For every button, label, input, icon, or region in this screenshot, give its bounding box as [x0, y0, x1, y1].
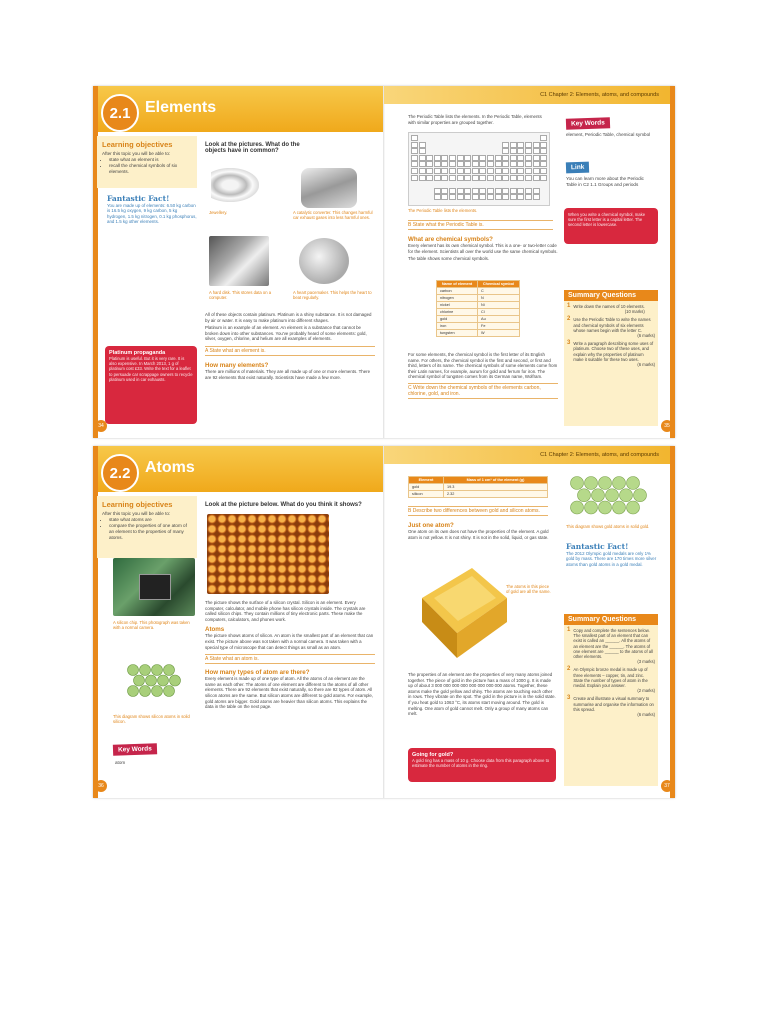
- body-text: All of these objects contain platinum. Platinum is a shiny substance. It is not damaged by air or water. It is easy to make platinum into different shapes.: [205, 312, 372, 323]
- question-marks: (2 marks): [637, 688, 655, 694]
- link-text: You can learn more about the Periodic Table in C2 1.1 Groups and periods: [566, 176, 644, 187]
- table-row: [409, 491, 548, 498]
- symbols-text-2: For some elements, the chemical symbol is the first letter of its English name. For others, the chemical symbol is the first and second, or first and third, letters of its name. The chemical symbols of some elements come from their Latin names, for example, aurum for gold and ferrum for iron. The chemical symbol of tungsten comes from its German name, Wolfram.: [408, 352, 558, 380]
- atom: [152, 665, 163, 676]
- atom: [585, 501, 598, 514]
- summary-title: Summary Questions: [564, 614, 658, 625]
- task-c: C Write down the chemical symbols of the elements carbon, chlorine, gold, and iron.: [408, 383, 558, 399]
- page-right: [384, 446, 675, 798]
- lo-intro: After this topic you will be able to:: [102, 151, 171, 156]
- symbols-table-intro: The table shows some chemical symbols.: [408, 256, 490, 262]
- just-one-text: One atom on its own does not have the properties of the element. A gold atom is not yellow. It is not shiny. It is not in the solid, liquid, or gas state.: [408, 529, 549, 540]
- silicon-atoms-diagram: [127, 664, 181, 710]
- chip-caption: A silicon chip. This photograph was taken with a normal camera.: [113, 620, 190, 631]
- fantastic-fact: [107, 194, 197, 225]
- summary-questions: [564, 614, 658, 786]
- learning-objectives: [97, 136, 197, 188]
- section-number: 2.2: [101, 454, 139, 492]
- symbols-text: Every element has its own chemical symbol. This is a one- or two-letter code for the element. Scientists all over the world use the same chemical symbols.: [408, 243, 558, 254]
- question-marks: (10 marks): [624, 309, 645, 315]
- atom: [578, 489, 591, 502]
- atom: [613, 501, 626, 514]
- summary-questions: [564, 290, 658, 426]
- pacemaker-image: [299, 238, 349, 284]
- atoms-heading: Atoms: [205, 626, 225, 634]
- gold-caption: The atoms in this piece of gold are all the same.: [506, 584, 551, 595]
- page-number: 37: [661, 780, 673, 792]
- page-left: [93, 86, 384, 438]
- page-number: 35: [661, 420, 673, 432]
- question-intro: Look at the picture below. What do you think it shows?: [205, 502, 362, 508]
- gold-atoms-diagram: [570, 476, 650, 520]
- question-marks: (6 marks): [637, 333, 655, 339]
- periodic-caption: The Periodic Table lists the elements.: [408, 208, 478, 213]
- gold-box: [408, 748, 556, 782]
- page-number: 36: [95, 780, 107, 792]
- atom: [634, 489, 647, 502]
- page-number: 34: [95, 420, 107, 432]
- how-many-heading: How many elements?: [205, 361, 269, 369]
- summary-item: [567, 304, 655, 314]
- atom: [140, 686, 151, 697]
- atom: [585, 477, 598, 490]
- page-right: [384, 86, 675, 438]
- chapter-header: C1 Chapter 2: Elements, atoms, and compounds: [540, 452, 659, 458]
- table-header: Chemical symbol: [478, 281, 520, 288]
- atom: [592, 489, 605, 502]
- question-text: Write a paragraph describing some uses of platinum. Choose two of these uses, and explain why the properties of platinum make it suitable for these two uses.: [573, 341, 654, 362]
- gold-box-title: Going for gold?: [412, 752, 454, 758]
- table-row: [437, 295, 520, 302]
- cell: iron: [437, 323, 478, 330]
- question-marks: (3 marks): [637, 659, 655, 665]
- cell: C: [478, 288, 520, 295]
- page-title: Atoms: [145, 459, 195, 476]
- atom: [571, 477, 584, 490]
- rings-image: [211, 168, 259, 202]
- cell: 2.32: [443, 491, 547, 498]
- table-row: [437, 323, 520, 330]
- atom: [140, 665, 151, 676]
- question-intro: Look at the pictures. What do the objects have in common?: [205, 142, 300, 154]
- silicon-chip-image: [113, 558, 195, 616]
- fact-title: Fantastic Fact!: [566, 542, 629, 551]
- table-header: Name of element: [437, 281, 478, 288]
- task-b: B Describe two differences between gold and silicon atoms.: [408, 506, 548, 516]
- tip-box: [564, 208, 658, 244]
- task-a: A State what an element is.: [205, 346, 375, 356]
- types-text: Every element is made up of one type of atom. All the atoms of an element are the same as each other. The atoms of one element are different to the atoms of all other elements. There are 92 elements that exist naturally, so there are 92 types of atom. All silicon atoms are the same. But silicon atoms are different to gold atoms. For example, gold atoms are bigger. Gold atoms are heavier than silicon atoms. This explains the data in the table on the next page.: [205, 676, 374, 710]
- sidebar-stripe: [670, 86, 675, 438]
- fantastic-fact: [566, 542, 658, 567]
- atom: [627, 501, 640, 514]
- silicon-surface-image: [207, 514, 329, 594]
- cell: N: [478, 295, 520, 302]
- atom: [128, 665, 139, 676]
- symbols-table: [436, 280, 520, 337]
- cell: chlorine: [437, 309, 478, 316]
- hard-disk-image: [209, 236, 269, 286]
- key-words-tag: Key Words: [113, 743, 157, 756]
- periodic-table-image: [408, 132, 550, 206]
- cell: Cl: [478, 309, 520, 316]
- atom: [599, 477, 612, 490]
- platinum-text: Platinum is useful. But it is very rare. It is also expensive. In March 2013, 1 g of platinum cost £33. Write the text for a leaflet to persuade car scrappage owners to recycle platinum used in car exhausts.: [109, 356, 193, 382]
- atom: [146, 675, 157, 686]
- tip-text: When you write a chemical symbol, make sure the first letter is a capital letter. The second letter is lowercase.: [568, 212, 646, 228]
- question-text: An Olympic bronze medal is made up of three elements – copper, tin, and zinc. State the number of types of atom in the medal. Explain your answer.: [573, 667, 648, 689]
- question-number: 1: [567, 627, 571, 633]
- fact-text: The 2012 Olympic gold medals are only 1% gold by mass. There are 170 times more silver atoms than gold atoms in a gold medal.: [566, 551, 657, 567]
- atom: [627, 477, 640, 490]
- cell: gold: [409, 484, 444, 491]
- atom: [599, 501, 612, 514]
- lo-intro: After this topic you will be able to:: [102, 511, 171, 516]
- task-a: A State what an atom is.: [205, 654, 375, 664]
- question-number: 2: [567, 666, 571, 673]
- atom: [620, 489, 633, 502]
- link-tag: Link: [566, 162, 590, 174]
- platinum-box: [105, 346, 197, 424]
- summary-item: [567, 317, 655, 338]
- atom: [128, 686, 139, 697]
- cell: nitrogen: [437, 295, 478, 302]
- summary-item: [567, 628, 655, 664]
- fact-text: You are made up of elements: 6.50 kg carbon is 16.5 kg oxygen, 9 kg carbon, 5 kg hydrogen, 1.5 kg nitrogen, 0.1 kg phosphorus, and 1.5 kg other elements.: [107, 203, 197, 225]
- cell: carbon: [437, 288, 478, 295]
- types-heading: How many types of atom are there?: [205, 669, 310, 677]
- lo-item: • compare the properties of one atom of an element to the properties of many atoms.: [109, 523, 192, 541]
- question-number: 3: [567, 340, 571, 347]
- chapter-header: C1 Chapter 2: Elements, atoms, and compounds: [540, 92, 659, 98]
- question-marks: (6 marks): [637, 362, 655, 368]
- key-words-tag: Key Words: [566, 117, 610, 130]
- gold-atoms-caption: This diagram shows gold atoms in solid gold.: [566, 524, 650, 529]
- cell: Ni: [478, 302, 520, 309]
- atoms-caption: This diagram shows silicon atoms in solid silicon.: [113, 714, 190, 725]
- cell: Au: [478, 316, 520, 323]
- summary-title: Summary Questions: [564, 290, 658, 301]
- table-header: Mass of 1 cm³ of the element (g): [443, 477, 547, 484]
- mass-table: [408, 476, 548, 498]
- sidebar-stripe: [670, 446, 675, 798]
- summary-item: [567, 341, 655, 367]
- question-number: 2: [567, 316, 571, 323]
- fact-title: Fantastic Fact!: [107, 194, 170, 203]
- cell: tungsten: [437, 330, 478, 337]
- table-row: [437, 309, 520, 316]
- catalytic-converter-image: [301, 168, 357, 208]
- body-text: Platinum is an example of an element. An element is a substance that cannot be broken down into other substances. You've probably heard of some elements: gold, silver, oxygen, chlorine, and helium are all examples of elements.: [205, 325, 367, 342]
- atom: [571, 501, 584, 514]
- spread-elements: [93, 86, 675, 438]
- platinum-title: Platinum propaganda: [109, 350, 166, 356]
- atom: [164, 665, 175, 676]
- caption-jewellery: Jewellery.: [209, 210, 228, 215]
- gold-bar-image: [412, 558, 512, 666]
- atom: [170, 675, 181, 686]
- atom: [134, 675, 145, 686]
- caption-pacemaker: A heart pacemaker. This helps the heart to beat regularly.: [293, 290, 372, 301]
- lo-title: Learning objectives: [102, 500, 173, 509]
- question-text: Use the Periodic Table to write the names and chemical symbols of six elements whose names begin with the letter C.: [573, 317, 651, 333]
- table-header: Element: [409, 477, 444, 484]
- question-text: Create and illustrate a visual summary to summarise and organise the information on this spread.: [573, 696, 654, 712]
- atom: [158, 675, 169, 686]
- page-left: [93, 446, 384, 798]
- table-row: [437, 316, 520, 323]
- cell: gold: [437, 316, 478, 323]
- summary-item: [567, 696, 655, 717]
- table-row: [437, 330, 520, 337]
- properties-text: The properties of an element are the properties of very many atoms joined together. The piece of gold in the picture has a mass of 1000 g. It is made up of about 3 000 000 000 000 000 000 000 000 atoms. Together, these atoms make the gold yellow and shiny. The atoms are touching each other in rows. They vibrate on the spot. The gold in the picture is in the solid state. If you heat gold to 1063 °C, its atoms start moving around. The gold is melting. One atom of gold cannot melt. Only a group of many atoms can melt.: [408, 672, 556, 717]
- cell: 19.3: [443, 484, 547, 491]
- page-title: Elements: [145, 99, 217, 116]
- periodic-intro: The Periodic Table lists the elements. In the Periodic Table, elements with similar properties are grouped together.: [408, 114, 542, 125]
- table-row: [437, 288, 520, 295]
- just-one-heading: Just one atom?: [408, 522, 454, 529]
- summary-item: [567, 667, 655, 693]
- cell: W: [478, 330, 520, 337]
- gold-box-text: A gold ring has a mass of 10 g. Choose data from this paragraph above to estimate the number of atoms in the ring.: [412, 758, 550, 769]
- lo-item: • state what an element is: [109, 157, 192, 163]
- caption-converter: A catalytic converter. This changes harmful car exhaust gases into less harmful ones.: [293, 210, 373, 221]
- cell: nickel: [437, 302, 478, 309]
- how-many-text: There are millions of materials. They are all made up of one or more elements. There are 92 elements that exist naturally. Scientists have made a few more.: [205, 368, 371, 380]
- key-words-text: element, Periodic Table, chemical symbol: [566, 132, 651, 137]
- question-text: Copy and complete the sentences below. The smallest part of an element that can exist is called an ______. All the atoms of an element are the ______. The atoms of one element are ______ to the atoms of all other elements.: [573, 628, 653, 660]
- atom: [606, 489, 619, 502]
- lo-item: • recall the chemical symbols of six elements.: [109, 163, 192, 175]
- section-number: 2.1: [101, 94, 139, 132]
- caption-hard-disk: A hard disk. This stores data on a computer.: [209, 290, 272, 301]
- task-b: B State what the Periodic Table is.: [408, 220, 553, 230]
- question-number: 1: [567, 303, 571, 309]
- question-number: 3: [567, 695, 571, 702]
- cell: Fe: [478, 323, 520, 330]
- atoms-text: The picture shows atoms of silicon. An atom is the smallest part of an element that can exist. The picture above was not taken with a normal camera. It was taken with a special type of microscope that can detect things as small as an atom.: [205, 633, 374, 650]
- lo-item: • state what atoms are: [109, 517, 192, 523]
- question-marks: (6 marks): [637, 712, 655, 718]
- atom: [613, 477, 626, 490]
- question-text: Write down the names of 10 elements.: [573, 304, 645, 309]
- key-words-text: atom: [115, 760, 126, 765]
- atom: [152, 686, 163, 697]
- table-row: [409, 484, 548, 491]
- spread-atoms: [93, 446, 675, 798]
- learning-objectives: [97, 496, 197, 558]
- table-row: [437, 302, 520, 309]
- cell: silicon: [409, 491, 444, 498]
- body-text: The picture shows the surface of a silicon crystal. Silicon is an element. Every computer, calculator, and mobile phone has silicon crystals inside. The crystals are called silicon chips. They contain millions of tiny electronic parts. These make the computers, calculators, and phones work.: [205, 600, 366, 622]
- lo-title: Learning objectives: [102, 140, 173, 149]
- atom: [164, 686, 175, 697]
- symbols-heading: What are chemical symbols?: [408, 236, 493, 243]
